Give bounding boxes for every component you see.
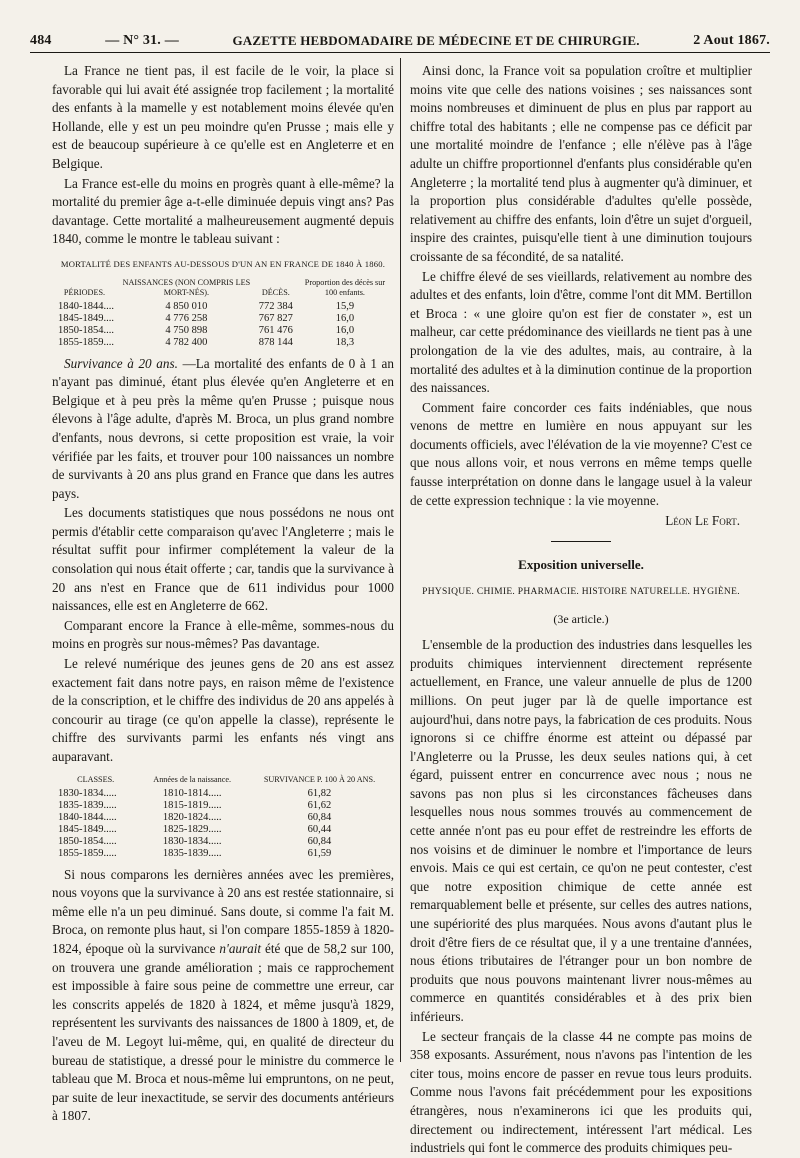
table-header: DÉCÈS. bbox=[261, 287, 290, 297]
section-title: Exposition universelle. bbox=[518, 557, 644, 573]
table-cell: 4 850 010 bbox=[165, 300, 208, 312]
section-topics: PHYSIQUE. CHIMIE. PHARMACIE. HISTOIRE NATURELLE. HYGIÈNE. bbox=[422, 586, 740, 597]
paragraph: Si nous comparons les dernières années avec les premières, nous voyons que la survivance à 20 ans est restée stationnaire, si même elle n'a un peu diminué. Sans doute, si comme l'a fait M. Broca, on remonte plus haut, si l'on compare 1855-1859 à 1820-1824, époque où la survivance n'aurait été que de 58,2 sur 100, on trouvera une grande amélioration ; mais ce rapprochement est impossible à faire sous peine de commettre une erreur, car les conscrits appelés de 1820 à 1824, et même jusqu'à 1829, représentent les survivants des naissances de 1800 à 1809, et, de l'aveu de M. Legoyt lui-même, qui, en qualité de directeur du bureau de statistique, a dressé pour le ministre du commerce le tableau que M. Broca et nous-même lui empruntons, on ne peut, par suite de leur inexactitude, se servir des documents antérieurs à 1807. bbox=[52, 866, 394, 1124]
paragraph: Ainsi donc, la France voit sa population croître et multiplier moins vite que celle des nations voisines ; ses naissances sont moins nombreuses et diminuent de plus en plus par rapport au chiffre total des habitants ; elle ne compense pas ce déficit par une mortalité moindre de l'enfance ; elle n'élève pas à l'âge adulte un chiffre proportionnel d'enfants plus considérable qu'en Angleterre ; la mortalité tend plus à augmenter qu'à diminuer, et la proportion plus considérable d'adultes qu'elle possède, relativement au chiffre des enfants, loin d'être un sujet d'orgueil, inspire des craintes, puisqu'elle tient à une diminution toujours croissante de sa fécondité, de sa natalité. bbox=[410, 63, 752, 264]
mortality-table bbox=[52, 278, 394, 349]
table-cell: 1825-1829..... bbox=[162, 823, 222, 835]
table-header: Années de la naissance. bbox=[153, 774, 232, 784]
table-cell: 1850-1854.... bbox=[58, 324, 114, 336]
left-column bbox=[52, 62, 394, 1126]
table-cell: 1815-1819..... bbox=[162, 799, 222, 811]
table-header: SURVIVANCE P. 100 À 20 ANS. bbox=[263, 774, 376, 784]
table-cell: 61,62 bbox=[307, 799, 332, 811]
author-signature: Léon Le Fort. bbox=[665, 513, 740, 529]
paragraph: Le secteur français de la classe 44 ne compte pas moins de 358 exposants. Assurément, nous n'avons pas l'intention de les citer tous, moins encore de passer en revue tous leurs produits. Comme nous l'avons fait précédemment pour les expositions étrangères, nous n'examinerons ici que les produits qui, directement ou indirectement, intéressent l'art médical. Les industriels qui font le commerce des produits chimiques peu- bbox=[410, 1028, 752, 1156]
table-row bbox=[52, 301, 394, 313]
page-header bbox=[30, 30, 770, 53]
table-row bbox=[52, 337, 394, 349]
article-number: (3e article.) bbox=[553, 611, 609, 626]
table-cell: 16,0 bbox=[335, 312, 355, 324]
table-cell: 16,0 bbox=[335, 324, 355, 336]
table-cell: 60,84 bbox=[307, 811, 332, 823]
table-cell: 878 144 bbox=[258, 336, 293, 348]
table-header: CLASSES. bbox=[77, 774, 115, 784]
section-separator bbox=[551, 541, 611, 543]
paragraph: Survivance à 20 ans. —La mortalité des enfants de 0 à 1 an n'ayant pas diminué, étant plus élevée qu'en Angleterre et en Belgique et à peu près la même qu'en Prusse ; puisque nous élevons à l'âge adulte, d'après M. Broca, un plus grand nombre d'enfants, nous devrons, si cette proposition est vraie, la voir vérifiée par les faits, et trouver pour 100 naissances un nombre de survivants à 20 ans plus grand en France que dans les autres pays. bbox=[52, 355, 395, 501]
table-cell: 4 782 400 bbox=[165, 336, 208, 348]
table-cell: 1845-1849..... bbox=[58, 823, 117, 835]
table-cell: 61,59 bbox=[307, 847, 332, 859]
table-cell: 1855-1859.... bbox=[58, 336, 114, 348]
journal-title: GAZETTE HEBDOMADAIRE DE MÉDECINE ET DE CHIRURGIE. bbox=[232, 33, 640, 48]
table-cell: 1830-1834..... bbox=[58, 787, 117, 799]
table-cell: 761 476 bbox=[258, 324, 293, 336]
table-cell: 1840-1844..... bbox=[58, 811, 117, 823]
table-row bbox=[52, 313, 394, 325]
table-row bbox=[52, 824, 394, 836]
table-cell: 1855-1859..... bbox=[58, 847, 117, 859]
table-cell: 15,9 bbox=[335, 300, 355, 312]
paragraph: Comment faire concorder ces faits indéniables, que nous venons de mettre en lumière en nous appuyant sur les documents officiels, avec l'élévation de la vie moyenne? C'est ce que nous allons voir, et nous verrons en même temps quelle fausse interprétation on donne dans le langage usuel à la valeur de cette expression technique : la vie moyenne. bbox=[410, 399, 752, 508]
table-cell: 60,84 bbox=[307, 835, 332, 847]
section-label: Survivance à 20 ans. bbox=[64, 355, 178, 371]
table-cell: 61,82 bbox=[307, 787, 332, 799]
table-cell: 1835-1839..... bbox=[58, 799, 117, 811]
table-cell: 1850-1854..... bbox=[58, 835, 117, 847]
paragraph: Comparant encore la France à elle-même, sommes-nous du moins en progrès sur nous-mêmes? Pas davantage. bbox=[52, 617, 394, 652]
table-header: Proportion des décès sur 100 enfants. bbox=[304, 277, 386, 297]
paragraph: La France ne tient pas, il est facile de le voir, la place si favorable qui lui avait été assignée trop facilement ; la mortalité des enfants à la mamelle y est notablement moins élevée qu'en Hollande, elle y est un peu moindre qu'en Prusse ; mais elle y est de beaucoup supérieure à ce qu'elle est en Angleterre et en Belgique. bbox=[52, 63, 394, 171]
survival-table bbox=[52, 775, 394, 860]
table-cell: 1845-1849.... bbox=[58, 312, 114, 324]
table-row bbox=[52, 325, 394, 337]
table-cell: 1830-1834..... bbox=[162, 835, 222, 847]
table-row bbox=[52, 788, 394, 800]
table-cell: 4 750 898 bbox=[165, 324, 208, 336]
table-row bbox=[52, 848, 394, 860]
table-header: PÉRIODES. bbox=[63, 287, 106, 297]
paragraph: La France est-elle du moins en progrès quant à elle-même? la mortalité du premier âge a-t-elle diminuée depuis vingt ans? Pas davantage. Cette mortalité a malheureusement augmenté depuis 1840, comme le montre le tableau suivant : bbox=[52, 175, 394, 247]
table-row bbox=[52, 800, 394, 812]
table-cell: 767 827 bbox=[258, 312, 293, 324]
table-header: NAISSANCES (NON COMPRIS LES MORT-NÉS). bbox=[122, 277, 251, 297]
table-cell: 18,3 bbox=[335, 336, 355, 348]
table-cell: 1810-1814..... bbox=[162, 787, 222, 799]
table-cell: 1820-1824..... bbox=[162, 811, 222, 823]
table-cell: 1840-1844.... bbox=[58, 300, 114, 312]
issue-date: 2 Aout 1867. bbox=[693, 33, 770, 48]
table-cell: 60,44 bbox=[307, 823, 332, 835]
paragraph: Le chiffre élevé de ses vieillards, relativement au nombre des adultes et des enfants, loin d'être, comme l'ont dit MM. Bertillon et Broca : « une gloire qu'on est fier de constater », est un malheur, car cette prédominance des vieillards ne tient pas à une prolongation de la vie des adultes, mais, au contraire, à la mortalité des adultes et à la diminution continue de la proportion des naissances. bbox=[410, 268, 752, 396]
issue-number: — N° 31. — bbox=[105, 33, 179, 48]
right-column bbox=[410, 62, 752, 1158]
table-row bbox=[52, 836, 394, 848]
paragraph: L'ensemble de la production des industries dans lesquelles les produits chimiques interviennent directement représente actuellement, en France, une valeur annuelle de plus de 1200 millions. On peut juger par là de quelle importance est aujourd'hui, dans notre pays, la fabrication de ces produits. Nous ignorons si ce chiffre énorme est atteint ou dépassé par l'Angleterre ou la Prusse, les deux seules nations qui, à cet égard, puissent entrer en concurrence avec nous ; nous ne savons pas non plus si les circonstances fâcheuses dans lesquelles nous nous sommes trouvés au commencement de cette année n'ont pas eu pour effet de restreindre les efforts de nos voisins et de diminuer le nombre et l'importance de leurs envois. Mais ce qui est certain, ce qu'on ne peut contester, c'est que notre exposition chimique de cette année est remarquablement belle et présente, sur celles des autres nations, une supériorité des plus marquées. Nous avons d'autant plus le droit d'être fiers de ce résultat que, il y a une trentaine d'années, nous étions tributaires de l'étranger pour un bon nombre de produits que nous pouvons maintenant livrer nous-mêmes au commerce en quantités considérables et à des prix bien inférieurs. bbox=[410, 637, 752, 1024]
paragraph: Le relevé numérique des jeunes gens de 20 ans est assez exactement fait dans notre pays, en raison même de l'existence de la conscription, et le chiffre des individus de 20 ans appelés à concourir au tirage (ce qu'on appelle la classe), représente le chiffre des survivants parmi les enfants nés vingt ans auparavant. bbox=[52, 656, 394, 764]
table-title: MORTALITÉ DES ENFANTS AU-DESSOUS D'UN AN EN FRANCE DE 1840 À 1860. bbox=[60, 258, 386, 269]
table-cell: 4 776 258 bbox=[165, 312, 208, 324]
table-row bbox=[52, 812, 394, 824]
paragraph: Les documents statistiques que nous possédons ne nous ont permis d'établir cette comparaison qu'avec l'Angleterre ; mais le résultat suffit pour infirmer complétement la valeur de la consolation qui nous était offerte ; car, tandis que la survivance à 20 ans n'est en France que de 611 individus pour 1000 naissances, elle est en Angleterre de 662. bbox=[52, 505, 394, 614]
page-number: 484 bbox=[30, 33, 52, 48]
table-cell: 772 384 bbox=[258, 300, 293, 312]
table-cell: 1835-1839..... bbox=[162, 847, 222, 859]
column-divider bbox=[400, 58, 401, 1062]
